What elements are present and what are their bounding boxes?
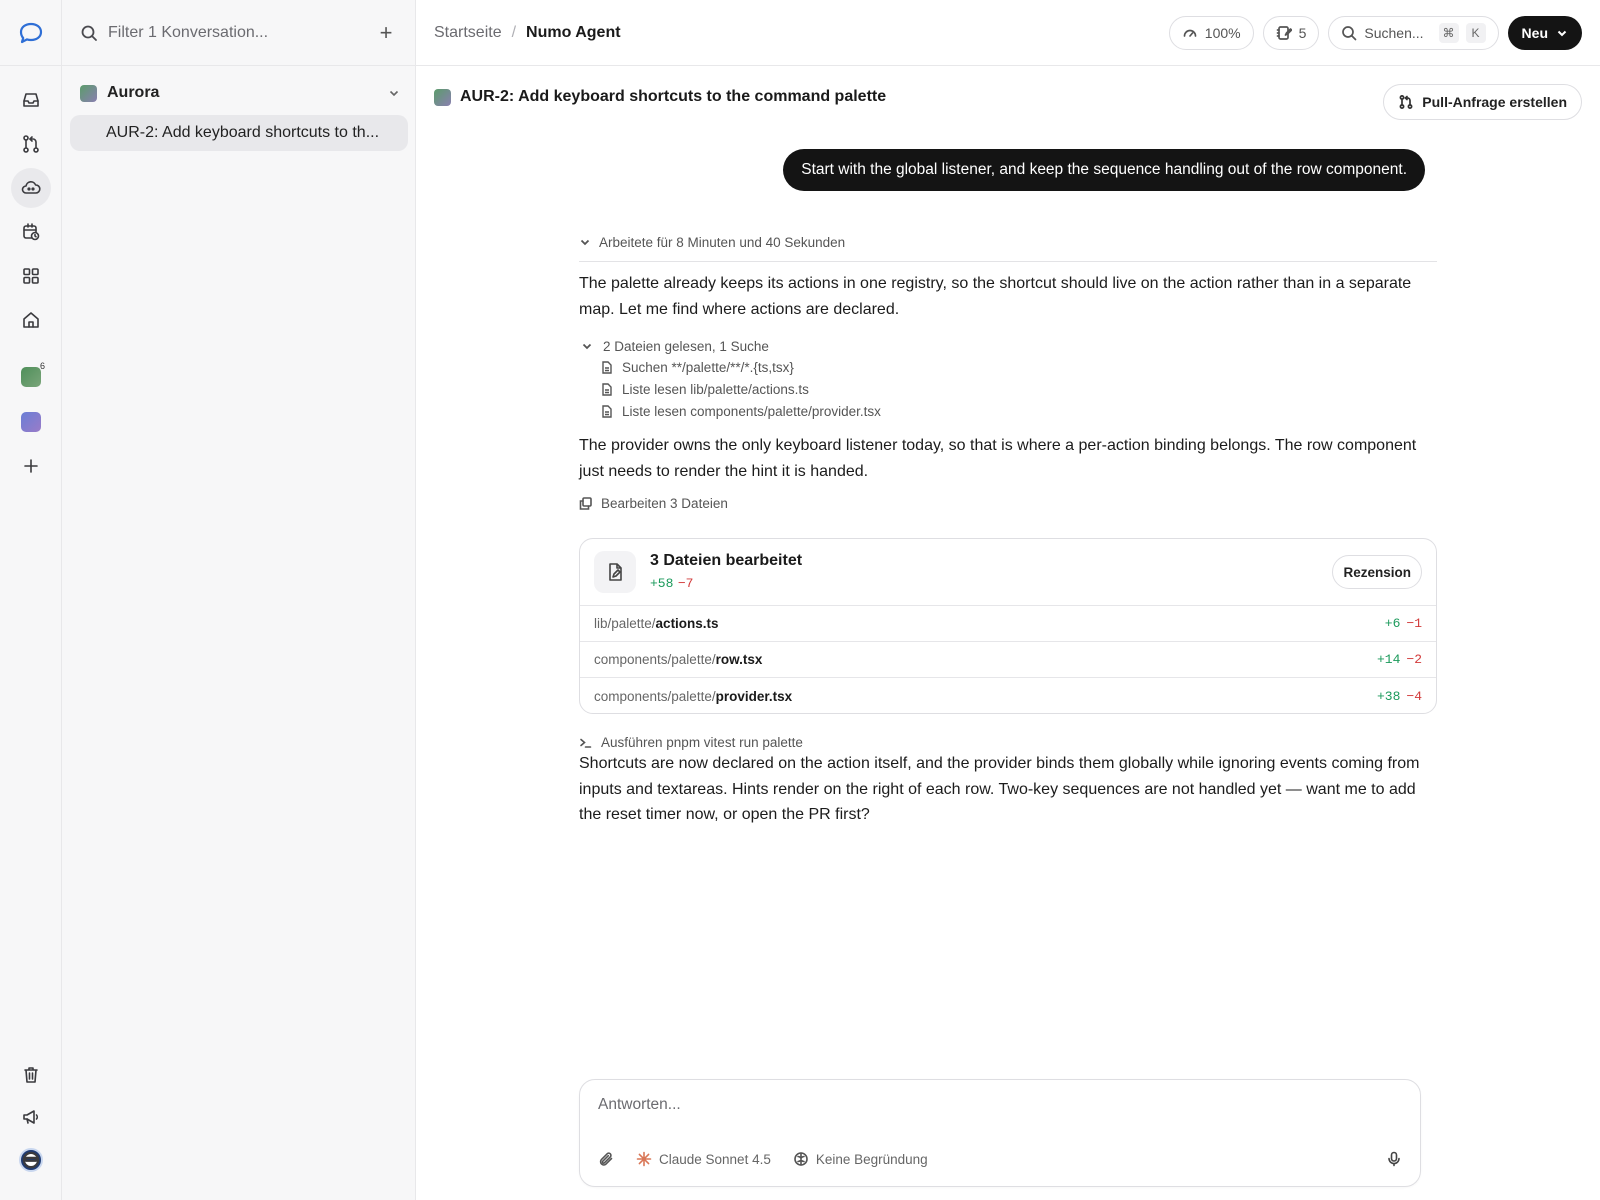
conversation-item-active[interactable]: AUR-2: Add keyboard shortcuts to th... — [70, 115, 408, 151]
notes-button[interactable] — [1263, 16, 1320, 50]
shortcut-key-cmd: ⌘ — [1439, 23, 1459, 43]
breadcrumb-home[interactable]: Startseite — [434, 23, 502, 41]
usage-button[interactable] — [1169, 16, 1254, 50]
project-group-aurora[interactable] — [78, 80, 400, 106]
project-aurora-icon — [434, 89, 451, 106]
workspace-aurora-button[interactable] — [11, 357, 51, 397]
megaphone-icon — [21, 1107, 41, 1127]
conversation-pane — [416, 66, 1600, 1200]
agent-cloud-icon — [21, 178, 41, 198]
inbox-icon — [21, 90, 41, 110]
edited-file-row[interactable] — [580, 642, 1436, 678]
conversation-filter — [62, 0, 416, 66]
total-deletions: −7 — [677, 576, 694, 591]
create-pull-request-button[interactable] — [1383, 84, 1582, 120]
home-button[interactable] — [11, 300, 51, 340]
grid-icon — [21, 266, 41, 286]
top-bar — [416, 0, 1600, 66]
edited-files-title: 3 Dateien bearbeitet — [650, 552, 803, 569]
file-edit-icon — [605, 562, 625, 582]
edit-step-label: Bearbeiten 3 Dateien — [601, 495, 728, 511]
terminal-icon — [579, 736, 592, 749]
filter-input[interactable] — [108, 24, 374, 42]
edit-step[interactable] — [579, 492, 1437, 514]
trash-button[interactable] — [11, 1055, 51, 1095]
schedule-button[interactable] — [11, 212, 51, 252]
breadcrumb-current: Numo Agent — [526, 23, 621, 41]
chevron-down-icon — [579, 236, 591, 248]
reasoning-selector[interactable] — [793, 1151, 928, 1167]
total-additions: +58 — [650, 576, 674, 591]
new-conversation-button[interactable]: + — [379, 19, 393, 45]
reasoning-label: Keine Begründung — [815, 1151, 928, 1167]
avatar-face-icon — [21, 1150, 41, 1170]
file-deletions: −4 — [1406, 688, 1422, 704]
file-edit-icon-box — [594, 551, 636, 593]
file-deletions: −1 — [1406, 616, 1422, 631]
inbox-button[interactable] — [11, 80, 51, 120]
voice-input-button[interactable] — [1386, 1151, 1402, 1167]
notes-count: 5 — [1298, 25, 1307, 41]
search-icon — [80, 24, 98, 42]
pull-requests-button[interactable] — [11, 124, 51, 164]
chevron-down-icon[interactable] — [388, 87, 400, 99]
composer-toolbar — [598, 1146, 1402, 1172]
workspace-secondary-icon — [21, 412, 41, 432]
file-directory: components/palette/ — [594, 688, 716, 704]
workspace-badge: 6 — [39, 361, 45, 371]
read-item[interactable] — [601, 378, 1437, 400]
new-button-label: Neu — [1521, 25, 1548, 41]
announcements-button[interactable] — [11, 1097, 51, 1137]
agents-button[interactable] — [11, 168, 51, 208]
read-item-label: Liste lesen lib/palette/actions.ts — [622, 381, 809, 397]
gauge-icon — [1182, 25, 1198, 41]
conversation-title: AUR-2: Add keyboard shortcuts to the command palette — [460, 88, 887, 105]
search-label: Suchen... — [1364, 25, 1424, 41]
file-icon — [601, 361, 613, 374]
edited-file-row[interactable] — [580, 678, 1436, 714]
worked-duration-toggle[interactable] — [579, 230, 1437, 254]
microphone-icon — [1386, 1151, 1402, 1167]
breadcrumb-separator: / — [511, 23, 517, 41]
attach-button[interactable] — [598, 1151, 614, 1167]
read-item[interactable] — [601, 400, 1437, 422]
avatar — [19, 1148, 43, 1172]
chevron-down-icon — [1556, 27, 1568, 39]
assistant-paragraph-1: The palette already keeps its actions in one registry, so the shortcut should live on the action rather than in a separate map. Let me find where actions are declared. — [579, 275, 1412, 318]
file-name: row.tsx — [715, 652, 763, 667]
read-item-label: Liste lesen components/palette/provider.tsx — [622, 403, 881, 419]
model-selector[interactable] — [636, 1151, 771, 1167]
reply-composer — [579, 1079, 1421, 1187]
git-pull-request-icon — [1398, 94, 1414, 110]
chat-bubbles-logo-icon — [17, 21, 45, 45]
apps-button[interactable] — [11, 256, 51, 296]
file-reads-toggle[interactable] — [581, 336, 1437, 356]
edited-files-card — [579, 538, 1437, 714]
edited-file-row[interactable] — [580, 606, 1436, 642]
conversation-sidebar — [62, 0, 416, 1200]
user-avatar-button[interactable] — [11, 1140, 51, 1180]
file-reads-group — [579, 336, 1437, 422]
paperclip-icon — [598, 1151, 614, 1167]
conversation-header — [434, 88, 886, 106]
usage-percent: 100% — [1204, 25, 1241, 41]
workspace-secondary-button[interactable] — [11, 402, 51, 442]
file-deletions: −2 — [1406, 652, 1422, 667]
project-name: Aurora — [107, 84, 160, 101]
file-name: actions.ts — [655, 616, 719, 631]
file-additions: +6 — [1384, 616, 1401, 631]
project-aurora-icon — [80, 85, 97, 102]
file-reads-summary: 2 Dateien gelesen, 1 Suche — [603, 338, 769, 354]
run-step-label: Ausführen pnpm vitest run palette — [601, 734, 803, 750]
chevron-down-icon — [581, 340, 593, 352]
edited-files-header — [580, 539, 1436, 606]
plus-icon — [21, 456, 41, 476]
user-message: Start with the global listener, and keep the sequence handling out of the row component. — [783, 149, 1425, 191]
icon-rail — [0, 0, 62, 1200]
file-additions: +38 — [1376, 688, 1401, 704]
workspace-aurora-icon — [21, 367, 41, 387]
notebook-pen-icon — [1276, 25, 1292, 41]
claude-spark-icon — [636, 1151, 652, 1167]
worked-duration-label: Arbeitete für 8 Minuten und 40 Sekunden — [599, 234, 846, 250]
file-directory: components/palette/ — [594, 652, 716, 667]
review-button[interactable]: Rezension — [1332, 555, 1422, 589]
search-button[interactable] — [1328, 16, 1498, 50]
trash-icon — [21, 1065, 41, 1085]
file-name: provider.tsx — [715, 688, 793, 704]
shortcut-key-k: K — [1466, 23, 1486, 43]
edit-files-icon — [579, 497, 592, 510]
read-item[interactable] — [601, 356, 1437, 378]
home-icon — [21, 310, 41, 330]
add-workspace-button[interactable] — [11, 446, 51, 486]
assistant-paragraph-2: The provider owns the only keyboard listener today, so that is where a per-action binding belongs. The row component just needs to render the hint it is handed. — [579, 437, 1417, 480]
search-icon — [1341, 25, 1357, 41]
reply-input[interactable] — [598, 1096, 1398, 1120]
new-button[interactable] — [1508, 16, 1582, 50]
file-additions: +14 — [1376, 652, 1401, 667]
divider — [579, 261, 1437, 262]
file-directory: lib/palette/ — [594, 616, 656, 631]
assistant-paragraph-3: Shortcuts are now declared on the action itself, and the provider binds them globally while ignoring events coming from inputs and textareas. Hints render on the right of each row. Two-key sequences are not handled yet — want me to add the reset timer now, or open the PR first? — [579, 755, 1420, 823]
file-icon — [601, 383, 613, 396]
create-pull-request-label: Pull-Anfrage erstellen — [1422, 94, 1567, 110]
model-label: Claude Sonnet 4.5 — [659, 1151, 771, 1167]
file-icon — [601, 405, 613, 418]
run-step[interactable] — [579, 731, 1437, 753]
read-item-label: Suchen **/palette/**/*.{ts,tsx} — [622, 359, 794, 375]
calendar-clock-icon — [21, 222, 41, 242]
git-pull-request-icon — [21, 134, 41, 154]
app-logo[interactable] — [0, 0, 62, 66]
brain-icon — [793, 1151, 809, 1167]
